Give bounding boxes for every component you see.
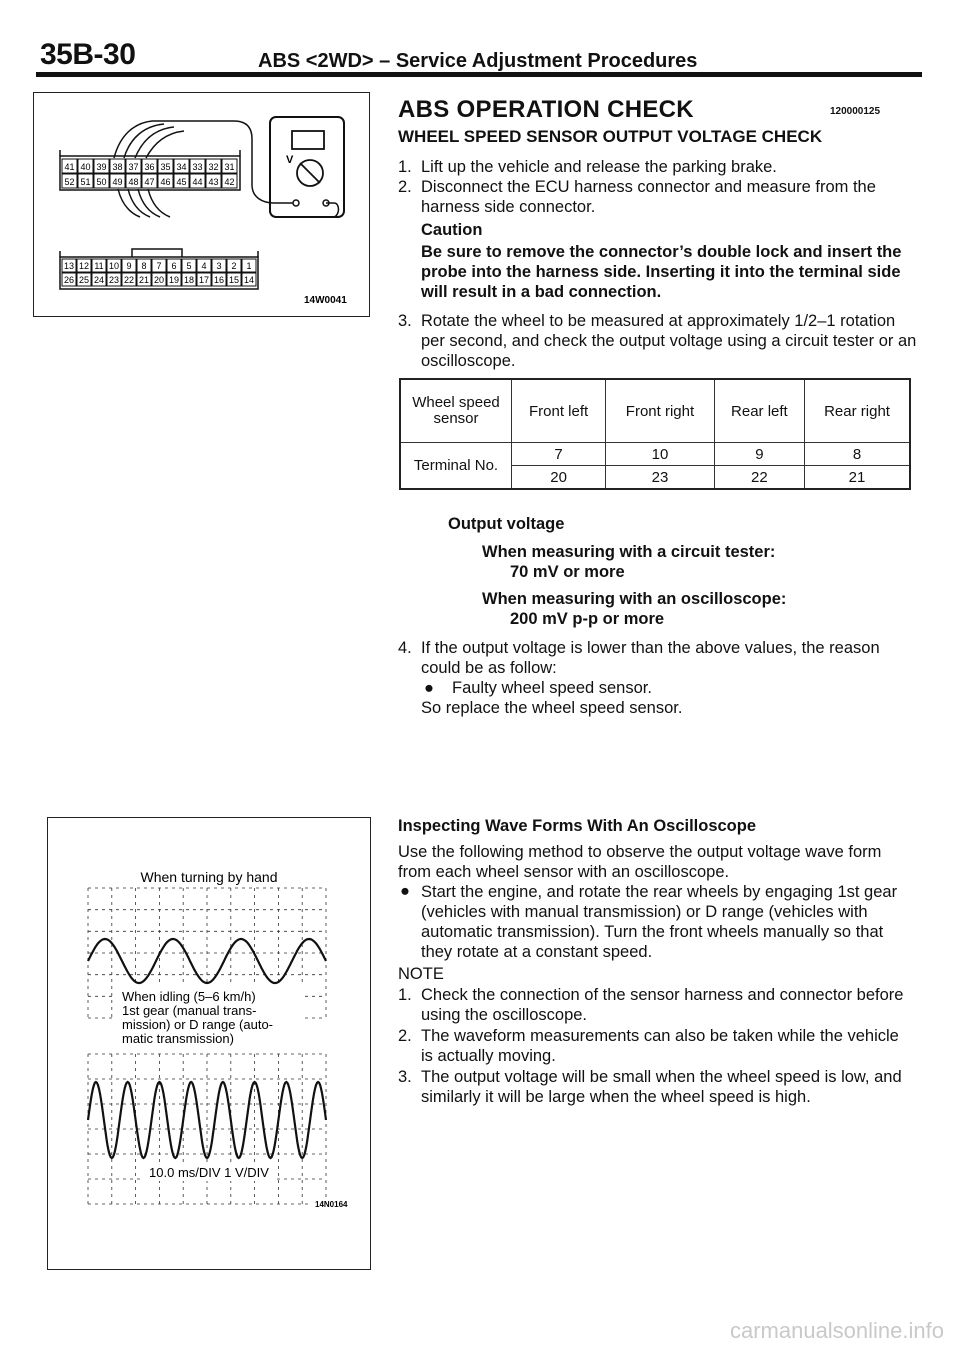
note-1-number: 1. bbox=[398, 986, 412, 1004]
figure-code: 14W0041 bbox=[304, 295, 347, 306]
tester-value: 70 mV or more bbox=[510, 563, 625, 581]
pin-number: 13 bbox=[63, 261, 75, 271]
pin-number: 49 bbox=[112, 177, 123, 187]
table-cell: 8 bbox=[805, 443, 910, 466]
pin-number: 37 bbox=[128, 162, 139, 172]
meter-label: V bbox=[286, 154, 294, 166]
pin-number: 47 bbox=[144, 177, 155, 187]
connector-diagram bbox=[33, 92, 370, 317]
note-3-text: The output voltage will be small when the wheel speed is low, and similarly it will be large when the wheel speed is high. bbox=[421, 1068, 902, 1107]
col-rear-left: Rear left bbox=[714, 379, 804, 443]
note-1-text: Check the connection of the sensor harness and connector before using the oscilloscope. bbox=[421, 986, 904, 1025]
pin-number: 17 bbox=[198, 275, 210, 285]
table-cell: 9 bbox=[714, 443, 804, 466]
step-3-text: Rotate the wheel to be measured at approximately 1/2–1 rotation per second, and check the output voltage using a circuit tester or an oscilloscope. bbox=[421, 312, 917, 371]
pin-number: 14 bbox=[243, 275, 255, 285]
pin-number: 36 bbox=[144, 162, 155, 172]
bullet-icon: ● bbox=[400, 882, 410, 900]
pin-number: 45 bbox=[176, 177, 187, 187]
pin-number: 43 bbox=[208, 177, 219, 187]
step-1-text: Lift up the vehicle and release the parking brake. bbox=[421, 158, 777, 176]
lower-connector bbox=[60, 249, 258, 289]
pin-number: 7 bbox=[156, 261, 162, 271]
col-front-right: Front right bbox=[606, 379, 715, 443]
figure-code-2: 14N0164 bbox=[315, 1200, 348, 1209]
pin-number: 51 bbox=[80, 177, 91, 187]
pin-number: 31 bbox=[224, 162, 235, 172]
pin-number: 42 bbox=[224, 177, 235, 187]
pin-number: 41 bbox=[64, 162, 75, 172]
watermark: carmanualsonline.info bbox=[729, 1318, 944, 1343]
pin-number: 5 bbox=[186, 261, 192, 271]
connector-diagram-drawing bbox=[34, 93, 369, 316]
caution-title: Caution bbox=[421, 221, 483, 239]
step-2-text: Disconnect the ECU harness connector and measure from the harness side connector. bbox=[421, 178, 876, 217]
pin-number: 25 bbox=[78, 275, 90, 285]
pin-number: 18 bbox=[183, 275, 195, 285]
tester-label: When measuring with a circuit tester: bbox=[482, 543, 776, 561]
idle-label-3: mission) or D range (auto- bbox=[122, 1017, 273, 1032]
lower-grid bbox=[88, 1054, 326, 1204]
table-corner: Wheel speed sensor bbox=[400, 379, 512, 443]
pin-number: 26 bbox=[63, 275, 75, 285]
bullet-icon: ● bbox=[424, 679, 434, 697]
waveform-figure bbox=[47, 817, 371, 1270]
pin-number: 48 bbox=[128, 177, 139, 187]
upper-connector bbox=[60, 150, 240, 190]
pin-number: 11 bbox=[94, 261, 104, 271]
idle-label-2: 1st gear (manual trans- bbox=[122, 1003, 257, 1018]
output-title: Output voltage bbox=[448, 515, 565, 533]
pin-number: 10 bbox=[108, 261, 120, 271]
page-header-title: ABS <2WD> – Service Adjustment Procedures bbox=[258, 50, 698, 72]
step-4-text: If the output voltage is lower than the above values, the reason could be as follow: bbox=[421, 639, 880, 678]
idle-label-4: matic transmission) bbox=[122, 1031, 234, 1046]
pin-number: 32 bbox=[208, 162, 219, 172]
table-cell: 20 bbox=[512, 466, 606, 490]
note-2-text: The waveform measurements can also be taken while the vehicle is actually moving. bbox=[421, 1027, 899, 1066]
pin-number: 35 bbox=[160, 162, 171, 172]
pin-number: 34 bbox=[176, 162, 187, 172]
pin-number: 44 bbox=[192, 177, 203, 187]
pin-number: 21 bbox=[138, 275, 150, 285]
pin-number: 12 bbox=[78, 261, 90, 271]
pin-number: 52 bbox=[64, 177, 75, 187]
waveform-bullet: Start the engine, and rotate the rear wheels by engaging 1st gear (vehicles with manual transmission) or D range (vehicles with automatic transmission). Turn the front wheels manually so that they rotate at a constant speed. bbox=[421, 883, 898, 962]
pin-number: 22 bbox=[123, 275, 135, 285]
header-rule bbox=[36, 72, 922, 77]
idle-label-1: When idling (5–6 km/h) bbox=[122, 989, 256, 1004]
step-4-bullet: Faulty wheel speed sensor. bbox=[452, 679, 652, 697]
step-3-number: 3. bbox=[398, 312, 412, 330]
section-subtitle: WHEEL SPEED SENSOR OUTPUT VOLTAGE CHECK bbox=[398, 127, 823, 146]
waveform-intro: Use the following method to observe the output voltage wave form from each wheel sensor with an oscilloscope. bbox=[398, 843, 882, 882]
terminal-table bbox=[399, 378, 911, 490]
pin-number: 15 bbox=[228, 275, 240, 285]
pin-number: 46 bbox=[160, 177, 171, 187]
scale-label: 10.0 ms/DIV 1 V/DIV bbox=[149, 1165, 269, 1180]
step-4-end: So replace the wheel speed sensor. bbox=[421, 699, 683, 717]
step-4-number: 4. bbox=[398, 639, 412, 657]
pin-number: 2 bbox=[231, 261, 237, 271]
col-rear-right: Rear right bbox=[805, 379, 910, 443]
pin-number: 4 bbox=[201, 261, 207, 271]
scope-value: 200 mV p-p or more bbox=[510, 610, 665, 628]
caution-text: Be sure to remove the connector’s double lock and insert the probe into the harness side. Inserting it into the terminal side will result in a bad connection. bbox=[421, 243, 902, 302]
pin-number: 50 bbox=[96, 177, 107, 187]
pin-number: 24 bbox=[93, 275, 105, 285]
waveform-section-title: Inspecting Wave Forms With An Oscilloscope bbox=[398, 817, 757, 835]
note-3-number: 3. bbox=[398, 1068, 412, 1086]
pin-number: 39 bbox=[96, 162, 107, 172]
scope-label: When measuring with an oscilloscope: bbox=[482, 590, 787, 608]
note-2-number: 2. bbox=[398, 1027, 412, 1045]
table-cell: 10 bbox=[606, 443, 715, 466]
table-cell: 7 bbox=[512, 443, 606, 466]
pin-number: 6 bbox=[171, 261, 177, 271]
col-front-left: Front left bbox=[512, 379, 606, 443]
table-cell: 21 bbox=[805, 466, 910, 490]
pin-number: 38 bbox=[112, 162, 123, 172]
table-cell: 23 bbox=[606, 466, 715, 490]
waveform-drawing bbox=[48, 818, 370, 1269]
pin-number: 33 bbox=[192, 162, 203, 172]
pin-number: 40 bbox=[80, 162, 91, 172]
pin-number: 9 bbox=[126, 261, 132, 271]
pin-number: 16 bbox=[213, 275, 225, 285]
row-label: Terminal No. bbox=[400, 443, 512, 490]
section-code: 120000125 bbox=[830, 106, 881, 117]
voltmeter-icon bbox=[270, 117, 344, 217]
pin-number: 20 bbox=[153, 275, 165, 285]
page-number: 35B-30 bbox=[40, 38, 136, 71]
step-2-number: 2. bbox=[398, 178, 412, 196]
pin-number: 8 bbox=[141, 261, 147, 271]
step-1-number: 1. bbox=[398, 158, 412, 176]
note-title: NOTE bbox=[398, 965, 444, 983]
section-title: ABS OPERATION CHECK bbox=[398, 96, 694, 123]
pin-number: 23 bbox=[108, 275, 120, 285]
pin-number: 19 bbox=[168, 275, 180, 285]
waveform-title: When turning by hand bbox=[140, 869, 278, 885]
pin-number: 1 bbox=[246, 261, 252, 271]
pin-number: 3 bbox=[216, 261, 222, 271]
table-cell: 22 bbox=[714, 466, 804, 490]
